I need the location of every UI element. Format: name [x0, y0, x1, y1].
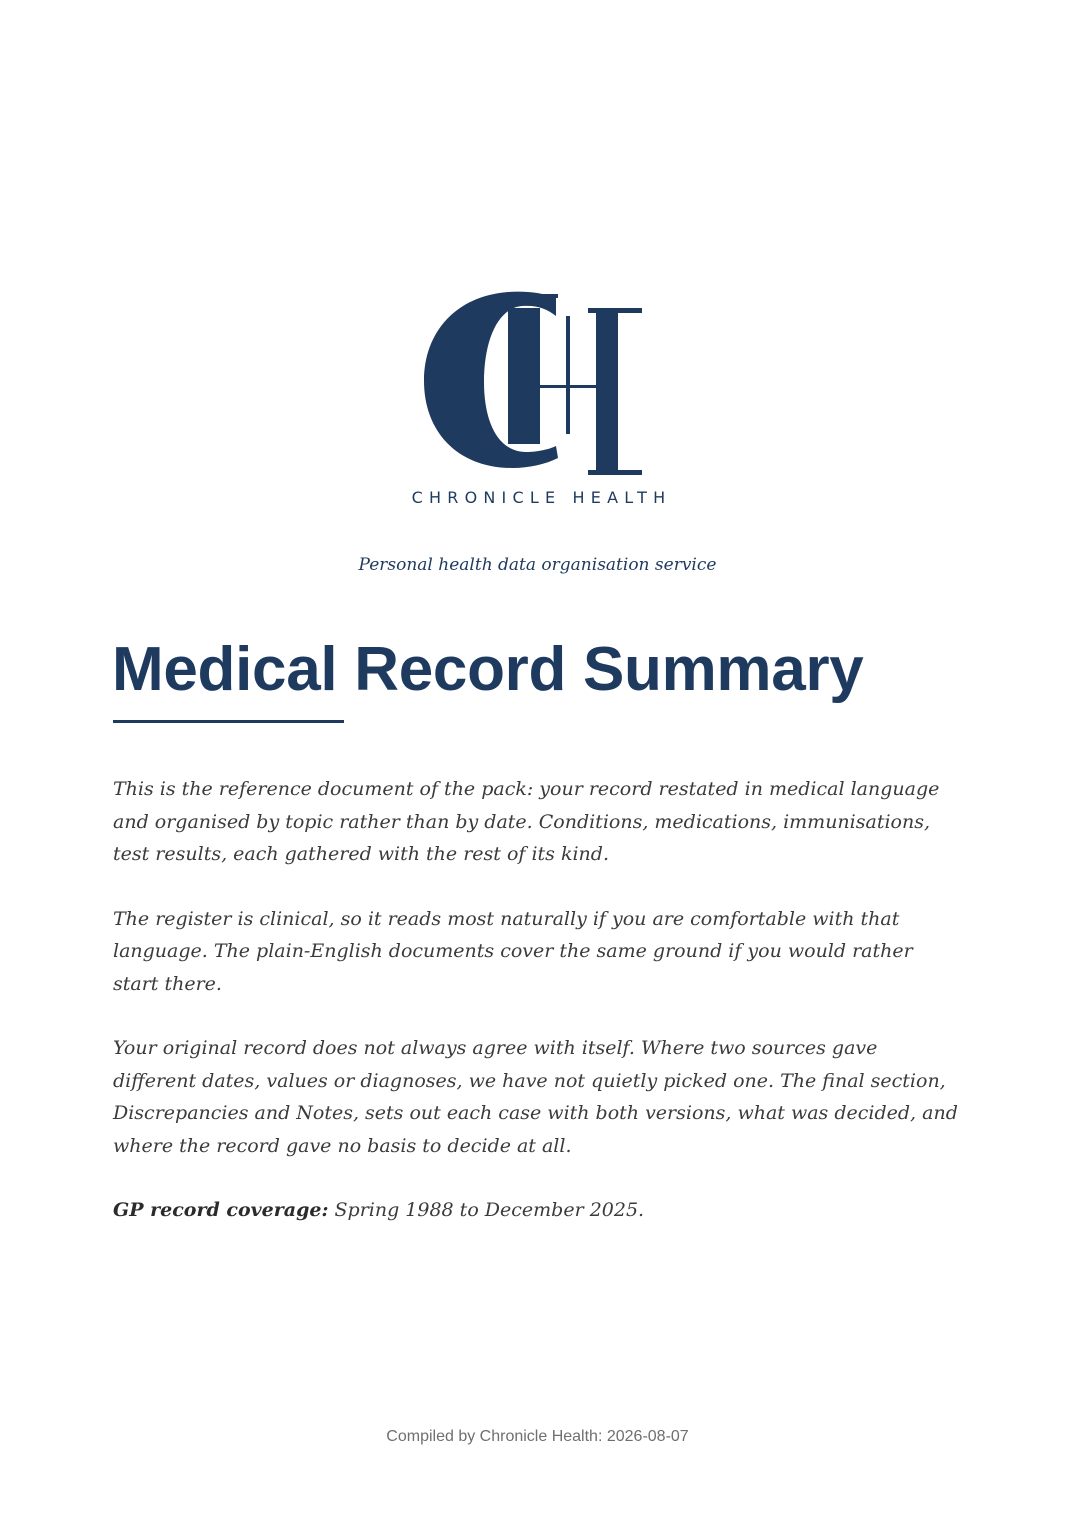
page-title: Medical Record Summary: [112, 635, 864, 704]
intro-paragraph-1: This is the reference document of the pack: your record restated in medical language and organised by topic rather than by date. Conditions, medications, immunisations, test results, each gathered with the rest of its kind.: [113, 778, 940, 865]
intro-text: [113, 773, 963, 1259]
brand-tagline: Personal health data organisation service: [358, 555, 717, 575]
coverage-label: GP record coverage:: [113, 1199, 329, 1221]
intro-paragraph-3: Your original record does not always agree with itself. Where two sources gave different dates, values or diagnoses, we have not quietly picked one. The final section, Discrepancies and Notes, sets out each case with both versions, what was decided, and where the record gave no basis to decide at all.: [113, 1037, 958, 1157]
brand-name: CHRONICLE HEALTH: [411, 488, 672, 507]
coverage-value: Spring 1988 to December 2025.: [334, 1199, 645, 1221]
title-underline: [113, 720, 344, 723]
compiled-footer: Compiled by Chronicle Health: 2026-08-07: [386, 1428, 689, 1445]
chronicle-health-logo: [400, 286, 675, 486]
intro-paragraph-2: The register is clinical, so it reads most naturally if you are comfortable with that language. The plain-English documents cover the same ground if you would rather start there.: [113, 907, 913, 995]
coverage-line: [113, 1194, 963, 1227]
